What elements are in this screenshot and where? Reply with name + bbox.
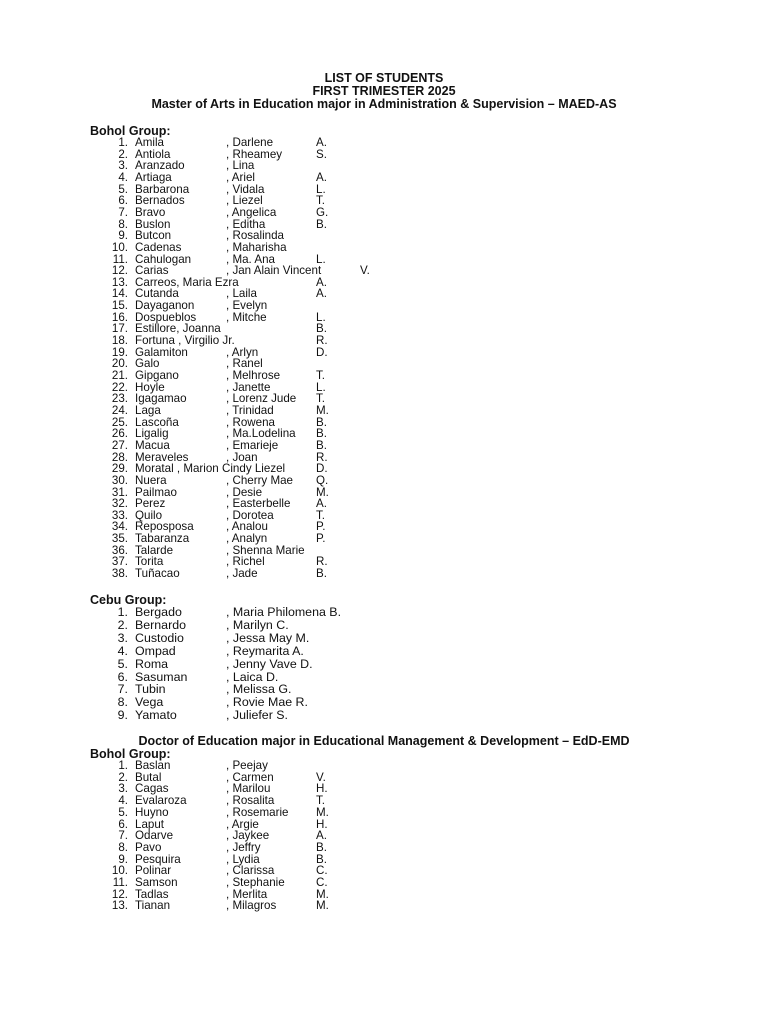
student-last-name: Talarde xyxy=(135,543,174,557)
student-last-name: Ligalig xyxy=(135,427,169,441)
list-item xyxy=(0,900,768,912)
student-first-name: , Maharisha xyxy=(226,240,287,254)
list-item xyxy=(0,645,768,658)
student-first-name: , Trinidad xyxy=(226,403,274,417)
student-first-name: , Vidala xyxy=(226,182,265,196)
program-heading-maed: Master of Arts in Education major in Administration & Supervision – MAED-AS xyxy=(151,97,617,111)
student-number: 34. xyxy=(111,520,128,534)
student-last-name: Bergado xyxy=(135,605,182,619)
student-first-name: , Jaykee xyxy=(226,829,270,843)
student-number: 32. xyxy=(111,497,128,511)
list-item xyxy=(0,568,768,580)
student-first-name: , Marilou xyxy=(226,782,271,796)
student-first-name: , Janette xyxy=(226,380,271,394)
student-last-name: Polinar xyxy=(135,864,172,878)
student-last-name: Perez xyxy=(135,497,166,511)
student-number: 8. xyxy=(118,217,128,231)
list-item xyxy=(0,160,768,172)
student-middle-initial: R. xyxy=(316,555,328,569)
list-item xyxy=(0,149,768,161)
student-last-name: Carreos, Maria Ezra xyxy=(135,275,239,289)
student-last-name: Carias xyxy=(135,264,169,278)
student-first-name: , Melissa G. xyxy=(226,682,292,697)
student-first-name: , Rosemarie xyxy=(226,805,289,819)
student-first-name: , Rowena xyxy=(226,415,275,429)
student-number: 14. xyxy=(111,287,128,301)
student-number: 17. xyxy=(111,322,128,336)
student-middle-initial: B. xyxy=(316,438,327,452)
student-last-name: Meraveles xyxy=(135,450,189,464)
student-middle-initial: V. xyxy=(360,264,370,278)
student-middle-initial: D. xyxy=(316,462,328,476)
student-middle-initial: M. xyxy=(316,899,329,913)
student-number: 31. xyxy=(111,485,128,499)
student-last-name: Antiola xyxy=(135,147,171,161)
list-item xyxy=(0,137,768,149)
student-first-name: , Argie xyxy=(226,817,259,831)
student-number: 3. xyxy=(117,630,128,645)
student-first-name: , Analyn xyxy=(226,532,268,546)
student-number: 5. xyxy=(118,182,128,196)
student-first-name: , Lina xyxy=(226,159,255,173)
student-middle-initial: B. xyxy=(316,427,327,441)
list-item xyxy=(0,632,768,645)
student-last-name: Aranzado xyxy=(135,159,185,173)
list-item xyxy=(0,696,768,709)
student-middle-initial: L. xyxy=(316,182,326,196)
student-number: 28. xyxy=(111,450,128,464)
student-middle-initial: T. xyxy=(316,508,326,522)
student-last-name: Bernardo xyxy=(135,617,186,632)
student-number: 2. xyxy=(118,770,128,784)
student-middle-initial: T. xyxy=(316,369,326,382)
student-middle-initial: B. xyxy=(316,217,327,231)
student-number: 3. xyxy=(118,159,128,173)
student-last-name: Tianan xyxy=(135,899,171,913)
student-number: 24. xyxy=(111,403,128,417)
student-last-name: Ompad xyxy=(135,643,176,658)
student-number: 2. xyxy=(117,617,128,632)
student-last-name: Tabaranza xyxy=(135,532,190,546)
student-last-name: Igagamao xyxy=(135,392,187,406)
student-middle-initial: H. xyxy=(316,817,328,831)
student-middle-initial: M. xyxy=(316,887,329,901)
student-first-name: , Rosalinda xyxy=(226,229,285,243)
student-first-name: , Laica D. xyxy=(226,669,279,684)
student-middle-initial: L. xyxy=(316,380,326,394)
student-first-name: , Arlyn xyxy=(226,345,259,359)
student-first-name: , Jade xyxy=(226,567,258,581)
student-last-name: Sasuman xyxy=(135,669,188,684)
student-number: 25. xyxy=(111,415,128,429)
student-last-name: Huyno xyxy=(135,805,169,819)
student-number: 2. xyxy=(118,147,128,161)
list-item xyxy=(0,658,768,671)
student-last-name: Tadlas xyxy=(135,887,169,901)
student-last-name: Custodio xyxy=(135,630,184,645)
student-first-name: , Carmen xyxy=(226,770,274,784)
student-first-name: , Marilyn C. xyxy=(226,617,289,632)
student-number: 13. xyxy=(111,275,128,289)
student-last-name: Quilo xyxy=(135,508,163,522)
student-number: 4. xyxy=(118,170,128,184)
student-middle-initial: S. xyxy=(316,147,327,161)
program-heading-edd: Doctor of Education major in Educational Management & Development – EdD-EMD xyxy=(138,734,630,748)
student-middle-initial: B. xyxy=(316,840,327,854)
student-first-name: , Evelyn xyxy=(226,299,268,313)
student-number: 16. xyxy=(111,310,128,324)
student-first-name: , Editha xyxy=(226,217,266,231)
group-title-maed-cebu: Cebu Group: xyxy=(90,593,167,607)
student-number: 30. xyxy=(111,473,128,487)
group-title-maed-bohol: Bohol Group: xyxy=(90,124,171,138)
student-last-name: Cahulogan xyxy=(135,252,192,266)
student-number: 35. xyxy=(111,532,128,546)
list-item xyxy=(0,195,768,207)
student-first-name: , Ma. Ana xyxy=(226,252,275,266)
student-middle-initial: Q. xyxy=(316,473,329,487)
student-number: 5. xyxy=(118,805,128,819)
student-first-name: , Joan xyxy=(226,450,258,464)
student-last-name: Barbarona xyxy=(135,182,190,196)
student-first-name: , Dorotea xyxy=(226,508,274,522)
student-first-name: , Jessa May M. xyxy=(226,630,310,645)
student-last-name: Estillore, Joanna xyxy=(135,322,221,336)
student-middle-initial: C. xyxy=(316,876,328,889)
student-middle-initial: A. xyxy=(316,170,327,184)
student-last-name: Bravo xyxy=(135,205,166,219)
student-first-name: , Analou xyxy=(226,520,268,534)
doc-title: LIST OF STUDENTS xyxy=(324,71,444,85)
student-first-name: , Cherry Mae xyxy=(226,473,294,487)
student-last-name: Vega xyxy=(135,695,164,710)
student-last-name: Tubin xyxy=(135,682,166,697)
student-number: 6. xyxy=(117,669,128,684)
student-number: 26. xyxy=(111,427,128,441)
student-first-name: , Melhrose xyxy=(226,369,281,382)
list-item xyxy=(0,671,768,684)
list-item xyxy=(0,842,768,854)
student-number: 9. xyxy=(118,852,128,866)
student-middle-initial: R. xyxy=(316,450,328,464)
student-number: 22. xyxy=(111,380,128,394)
student-first-name: , Rovie Mae R. xyxy=(226,695,308,710)
student-number: 1. xyxy=(117,605,128,619)
list-item xyxy=(0,184,768,196)
student-number: 18. xyxy=(111,334,128,348)
student-number: 12. xyxy=(111,264,128,278)
student-middle-initial: A. xyxy=(316,136,327,149)
student-first-name: , Ranel xyxy=(226,357,263,371)
student-last-name: Galamiton xyxy=(135,345,188,359)
student-last-name: Nuera xyxy=(135,473,167,487)
student-middle-initial: L. xyxy=(316,252,326,266)
student-number: 27. xyxy=(111,438,128,452)
student-middle-initial: H. xyxy=(316,782,328,796)
student-number: 6. xyxy=(118,817,128,831)
student-last-name: Cagas xyxy=(135,782,169,796)
student-number: 1. xyxy=(118,759,128,772)
student-last-name: Fortuna , Virgilio Jr. xyxy=(135,334,235,348)
student-middle-initial: A. xyxy=(316,497,327,511)
list-item xyxy=(0,772,768,784)
list-item xyxy=(0,683,768,696)
list-item xyxy=(0,783,768,795)
student-last-name: Macua xyxy=(135,438,170,452)
student-last-name: Samson xyxy=(135,876,178,889)
student-first-name: , Reymarita A. xyxy=(226,643,304,658)
student-last-name: Baslan xyxy=(135,759,171,772)
student-middle-initial: T. xyxy=(316,392,326,406)
student-last-name: Hoyle xyxy=(135,380,165,394)
student-first-name: , Maria Philomena B. xyxy=(226,605,342,619)
student-number: 13. xyxy=(111,899,128,913)
student-first-name: , Stephanie xyxy=(226,876,285,889)
student-first-name: , Laila xyxy=(226,287,257,301)
list-item xyxy=(0,619,768,632)
student-first-name: , Rosalita xyxy=(226,794,275,808)
student-middle-initial: L. xyxy=(316,310,326,324)
student-middle-initial: G. xyxy=(316,205,329,219)
student-first-name: , Ma.Lodelina xyxy=(226,427,296,441)
student-last-name: Artiaga xyxy=(135,170,172,184)
student-last-name: Reposposa xyxy=(135,520,194,534)
student-last-name: Galo xyxy=(135,357,160,371)
list-item xyxy=(0,172,768,184)
student-first-name: , Jeffry xyxy=(226,840,261,854)
student-middle-initial: A. xyxy=(316,287,327,301)
student-last-name: Lascoña xyxy=(135,415,179,429)
student-last-name: Cutanda xyxy=(135,287,179,301)
student-middle-initial: C. xyxy=(316,864,328,878)
student-last-name: Laput xyxy=(135,817,165,831)
student-number: 20. xyxy=(111,357,128,371)
doc-term: FIRST TRIMESTER 2025 xyxy=(312,84,456,98)
student-number: 12. xyxy=(111,887,128,901)
student-first-name: , Darlene xyxy=(226,136,274,149)
student-last-name: Cadenas xyxy=(135,240,182,254)
student-last-name: Torita xyxy=(135,555,164,569)
student-last-name: Amila xyxy=(135,136,164,149)
student-middle-initial: B. xyxy=(316,322,327,336)
list-item xyxy=(0,807,768,819)
student-number: 10. xyxy=(111,240,128,254)
list-item xyxy=(0,795,768,807)
student-first-name: , Jenny Vave D. xyxy=(226,656,313,671)
student-last-name: Pavo xyxy=(135,840,162,854)
student-first-name: , Richel xyxy=(226,555,265,569)
student-first-name: , Emarieje xyxy=(226,438,279,452)
student-first-name: , Rheamey xyxy=(226,147,283,161)
student-number: 29. xyxy=(111,462,128,476)
student-first-name: , Liezel xyxy=(226,194,263,208)
student-middle-initial: V. xyxy=(316,770,326,784)
student-first-name: , Lorenz Jude xyxy=(226,392,297,406)
student-number: 15. xyxy=(111,299,128,313)
student-last-name: Butcon xyxy=(135,229,172,243)
student-last-name: Laga xyxy=(135,403,161,417)
student-middle-initial: P. xyxy=(316,520,326,534)
student-number: 8. xyxy=(117,695,128,710)
student-middle-initial: B. xyxy=(316,852,327,866)
student-last-name: Roma xyxy=(135,656,169,671)
student-number: 38. xyxy=(111,567,128,581)
student-number: 23. xyxy=(111,392,128,406)
student-number: 1. xyxy=(118,136,128,149)
student-number: 9. xyxy=(118,229,128,243)
student-middle-initial: A. xyxy=(316,275,327,289)
student-middle-initial: B. xyxy=(316,415,327,429)
student-last-name: Pesquira xyxy=(135,852,181,866)
student-first-name: , Shenna Marie xyxy=(226,543,305,557)
student-number: 7. xyxy=(117,682,128,697)
student-first-name: , Ariel xyxy=(226,170,255,184)
student-last-name: Gipgano xyxy=(135,369,179,382)
student-last-name: Yamato xyxy=(135,708,177,723)
student-middle-initial: R. xyxy=(316,334,328,348)
student-middle-initial: M. xyxy=(316,403,329,417)
student-last-name: Butal xyxy=(135,770,162,784)
student-number: 10. xyxy=(111,864,128,878)
list-item xyxy=(0,606,768,619)
list-item xyxy=(0,219,768,231)
student-last-name: Evalaroza xyxy=(135,794,187,808)
student-number: 7. xyxy=(118,829,128,843)
student-middle-initial: M. xyxy=(316,485,329,499)
list-item xyxy=(0,760,768,772)
student-number: 4. xyxy=(118,794,128,808)
student-first-name: , Peejay xyxy=(226,759,268,772)
student-middle-initial: M. xyxy=(316,805,329,819)
student-number: 5. xyxy=(117,656,128,671)
student-first-name: , Lydia xyxy=(226,852,260,866)
student-middle-initial: B. xyxy=(316,567,327,581)
student-last-name: Dayaganon xyxy=(135,299,195,313)
student-number: 6. xyxy=(118,194,128,208)
student-last-name: Dospueblos xyxy=(135,310,197,324)
student-number: 11. xyxy=(112,252,128,266)
student-number: 36. xyxy=(111,543,128,557)
student-middle-initial: T. xyxy=(316,794,326,808)
student-last-name: Tuñacao xyxy=(135,567,180,581)
student-last-name: Buslon xyxy=(135,217,171,231)
student-number: 8. xyxy=(118,840,128,854)
list-item xyxy=(0,207,768,219)
student-number: 21. xyxy=(111,369,128,382)
student-last-name: Odarve xyxy=(135,829,174,843)
student-middle-initial: D. xyxy=(316,345,328,359)
list-item xyxy=(0,709,768,722)
student-middle-initial: P. xyxy=(316,532,326,546)
student-middle-initial: T. xyxy=(316,194,326,208)
student-first-name: , Easterbelle xyxy=(226,497,291,511)
student-last-name: Pailmao xyxy=(135,485,177,499)
student-number: 19. xyxy=(111,345,128,359)
student-number: 9. xyxy=(117,708,128,723)
student-number: 33. xyxy=(111,508,128,522)
student-first-name: , Juliefer S. xyxy=(226,708,288,723)
student-first-name: , Milagros xyxy=(226,899,277,913)
student-number: 7. xyxy=(118,205,128,219)
student-last-name: Moratal , Marion Cindy Liezel xyxy=(135,462,286,476)
student-first-name: , Jan Alain Vincent xyxy=(226,264,322,278)
student-first-name: , Mitche xyxy=(226,310,267,324)
student-first-name: , Merlita xyxy=(226,887,268,901)
list-item xyxy=(0,830,768,842)
student-number: 11. xyxy=(112,876,128,889)
student-first-name: , Clarissa xyxy=(226,864,275,878)
student-number: 37. xyxy=(111,555,128,569)
student-first-name: , Angelica xyxy=(226,205,277,219)
student-number: 4. xyxy=(117,643,128,658)
list-item xyxy=(0,819,768,831)
student-middle-initial: A. xyxy=(316,829,327,843)
group-title-edd-bohol: Bohol Group: xyxy=(90,747,171,761)
student-last-name: Bernados xyxy=(135,194,185,208)
student-first-name: , Desie xyxy=(226,485,263,499)
student-number: 3. xyxy=(118,782,128,796)
